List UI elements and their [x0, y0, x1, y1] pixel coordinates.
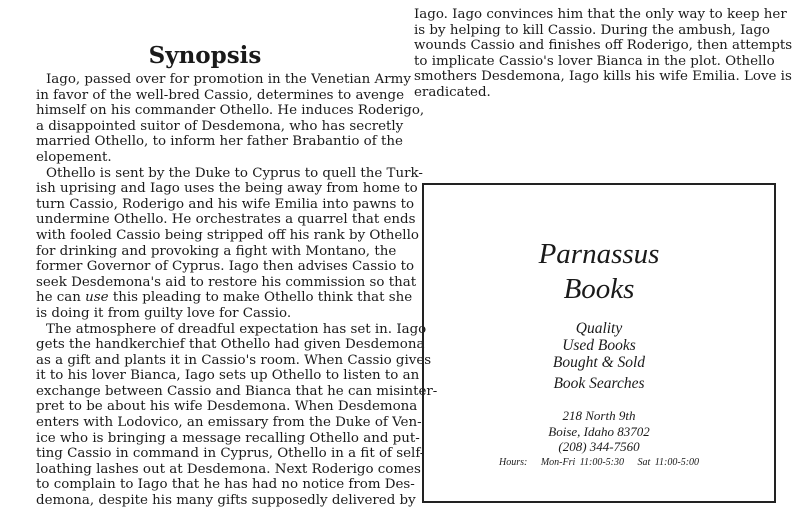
text-line: eradicated.	[414, 84, 491, 100]
text-line: for drinking and provoking a fight with Montano, the	[36, 243, 397, 259]
synopsis-right-column	[414, 7, 793, 101]
service-line: Used Books	[562, 337, 636, 354]
text-line: as a gift and plants it in Cassio's room. When Cassio gives	[36, 352, 432, 368]
store-name-line: Parnassus	[538, 238, 660, 270]
hours-weekday: Mon-Fri 11:00-5:30	[540, 457, 624, 468]
synopsis-left-column	[36, 72, 438, 509]
text-line: smothers Desdemona, Iago kills his wife Emilia. Love is	[414, 69, 792, 85]
store-name-line: Books	[563, 273, 635, 305]
text-line: is by helping to kill Cassio. During the ambush, Iago	[414, 22, 770, 38]
text-line: turn Cassio, Roderigo and his wife Emilia into pawns to	[36, 196, 415, 212]
text-line: with fooled Cassio being stripped off his rank by Othello	[36, 227, 419, 243]
store-name	[424, 237, 774, 307]
text-line: it to his lover Bianca, Iago sets up Othello to listen to an	[36, 368, 420, 384]
text-line: Iago, passed over for promotion in the Venetian Army	[46, 72, 411, 87]
text-line: demona, despite his many gifts supposedly delivered by	[36, 493, 416, 509]
text-line: pret to be about his wife Desdemona. When Desdemona	[36, 399, 418, 415]
text-line: undermine Othello. He orchestrates a quarrel that ends	[36, 212, 416, 228]
hours-label: Hours:	[498, 457, 528, 468]
address-line: Boise, Idaho 83702	[548, 423, 650, 439]
text-line: married Othello, to inform her father Brabantio of the	[36, 134, 403, 150]
service-line: Bought & Sold	[552, 354, 646, 371]
text-line: in favor of the well-bred Cassio, determines to avenge	[36, 87, 405, 103]
text-line: exchange between Cassio and Bianca that he can misinter-	[36, 383, 438, 399]
text-line: he can use this pleading to make Othello think that she	[36, 290, 413, 306]
text-line: ice who is bringing a message recalling Othello and put-	[36, 430, 420, 446]
text-line: a disappointed suitor of Desdemona, who has secretly	[36, 118, 404, 134]
address-line: 218 North 9th	[562, 408, 636, 423]
bookstore-advertisement	[422, 183, 776, 503]
text-line: former Governor of Cyprus. Iago then advises Cassio to	[36, 259, 415, 275]
text-line: ting Cassio in command in Cyprus, Othello in a fit of self-	[36, 446, 425, 462]
hours	[424, 457, 774, 468]
synopsis-title: Synopsis	[148, 42, 262, 69]
text-line: loathing lashes out at Desdemona. Next Roderigo comes	[36, 461, 421, 477]
text-line: Othello is sent by the Duke to Cyprus to quell the Turk-	[46, 165, 423, 181]
services	[424, 320, 774, 371]
text-line: wounds Cassio and finishes off Roderigo, then attempts	[414, 38, 793, 54]
text-line: enters with Lodovico, an emissary from the Duke of Ven-	[36, 415, 422, 431]
service-line: Quality	[575, 320, 623, 337]
text-line: ish uprising and Iago uses the being away from home to	[36, 181, 418, 197]
text-line: himself on his commander Othello. He induces Roderigo,	[36, 103, 425, 119]
text-line: is doing it from guilty love for Cassio.	[36, 305, 292, 321]
phone: (208) 344-7560	[558, 439, 640, 454]
text-line: elopement.	[36, 149, 112, 165]
text-line: seek Desdemona's aid to restore his commission so that	[36, 274, 417, 290]
text-line: The atmosphere of dreadful expectation has set in. Iago	[46, 321, 427, 337]
text-line: to implicate Cassio's lover Bianca in the plot. Othello	[414, 53, 775, 69]
text-line: Iago. Iago convinces him that the only way to keep her	[414, 7, 787, 22]
book-searches: Book Searches	[553, 375, 645, 392]
hours-saturday: Sat 11:00-5:00	[637, 457, 700, 468]
text-line: to complain to Iago that he has had no notice from Des-	[36, 477, 415, 493]
text-line: gets the handkerchief that Othello had given Desdemona	[36, 337, 425, 353]
address	[424, 408, 774, 455]
